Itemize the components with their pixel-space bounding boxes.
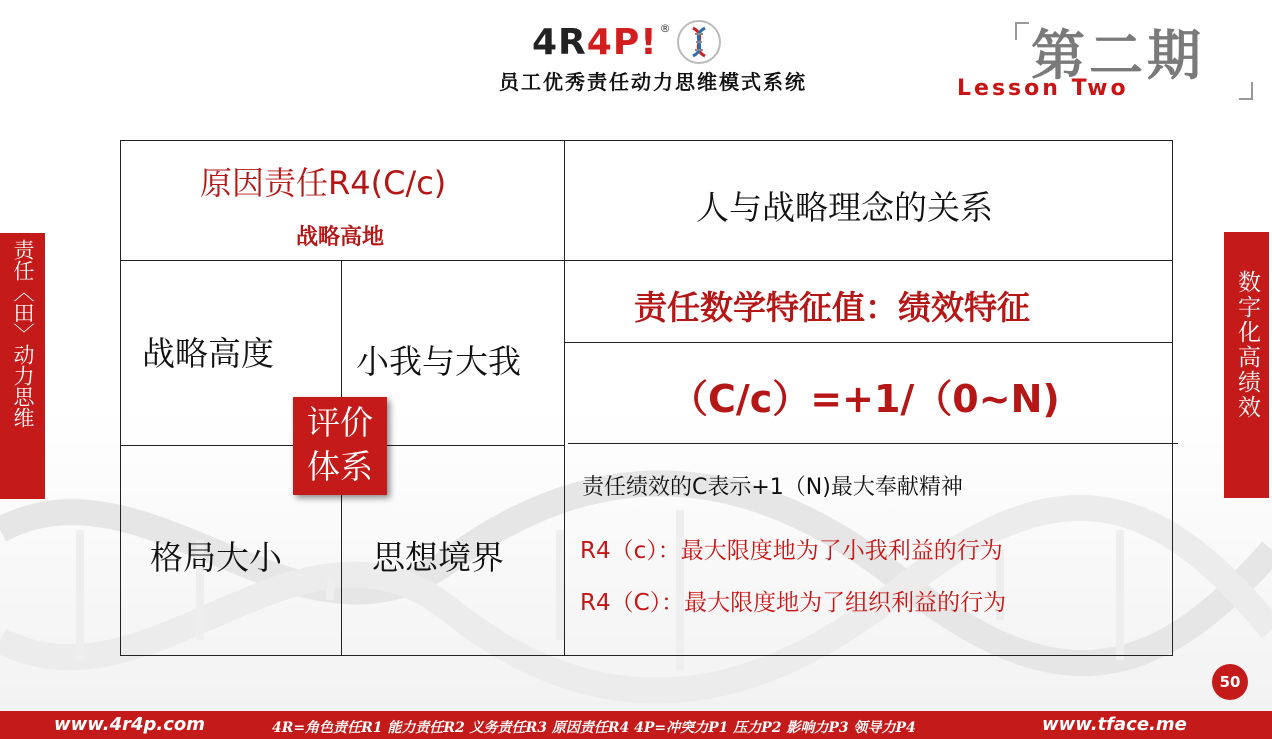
right-side-label: 数字化高绩效 [1234,270,1260,420]
mind-realm-label: 思想境界 [372,538,504,577]
table-divider [564,342,1173,343]
table-border [120,140,1173,141]
registered-mark: ® [659,22,671,35]
table-divider [120,260,1173,261]
performance-description: 责任绩效的C表示+1（N)最大奉献精神 [582,475,963,500]
r4-organization-line: R4（C）：最大限度地为了组织利益的行为 [580,590,1007,616]
cause-responsibility-title: 原因责任R4(C/c) [200,164,447,202]
page-number: 50 [1212,664,1248,700]
strategic-height-label: 战略高度 [142,334,274,373]
bracket-corner [1015,22,1029,40]
left-side-tab [0,233,45,499]
math-feature-title: 责任数学特征值：绩效特征 [634,288,1030,327]
table-divider [564,140,565,656]
formula: （C/c）=+1/（0~N) [670,377,1060,421]
system-subtitle: 员工优秀责任动力思维模式系统 [499,70,807,94]
footer-right-url[interactable]: www.tface.me [1042,714,1187,735]
lesson-title: 第二期 [1031,24,1205,87]
small-big-self-label: 小我与大我 [356,342,521,381]
table-border [120,655,1173,656]
table-border [1172,140,1173,656]
footer-bar [0,711,1272,739]
concept-table [120,140,1173,656]
badge-line: 体系 [307,447,373,486]
table-divider [568,443,1178,444]
lesson-subtitle: Lesson Two [957,76,1129,101]
pattern-size-label: 格局大小 [150,538,282,577]
dna-icon [677,20,721,64]
bracket-corner [1239,82,1253,100]
left-side-label: 责任〈田〉动力思维 [11,239,35,428]
right-side-tab [1224,232,1269,498]
footer-left-url[interactable]: www.4r4p.com [54,714,206,735]
footer-legend: 4R=角色责任R1 能力责任R2 义务责任R3 原因责任R4 4P=冲突力P1 压力P2 影响力P3 领导力P4 [272,720,916,736]
brand-logo [532,18,721,66]
strategic-highland-label: 战略高地 [296,225,385,250]
evaluation-system-badge [293,397,387,495]
r4-small-self-line: R4（c）：最大限度地为了小我利益的行为 [580,538,1003,564]
lesson-badge [957,22,1253,101]
badge-line: 评价 [307,403,373,442]
logo-text: 4R4P! [532,21,658,63]
relationship-title: 人与战略理念的关系 [696,188,993,227]
table-border [120,140,121,656]
